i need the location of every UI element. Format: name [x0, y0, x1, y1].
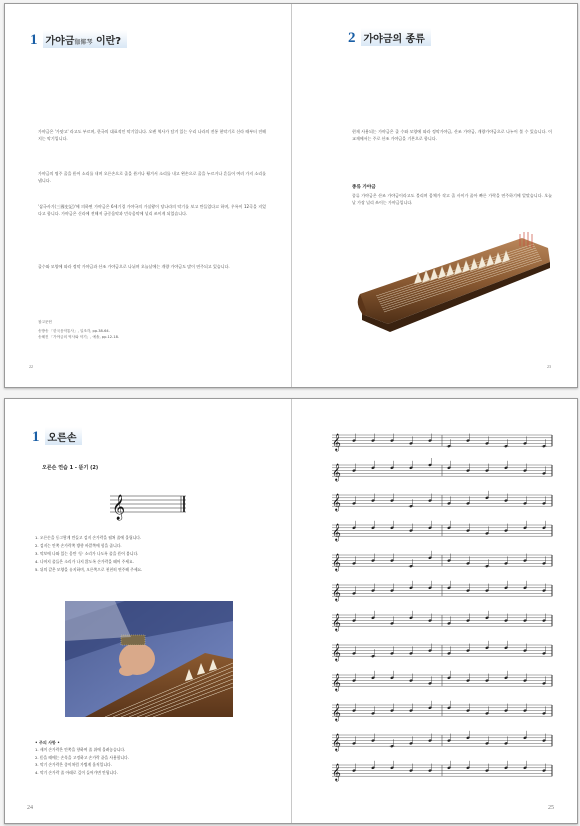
- references-title: 참고문헌: [38, 320, 52, 324]
- step-item: 3. 악보에 나와 있는 음만 '둥' 소리가 나도록 줄을 뜯어 봅니다.: [35, 551, 139, 556]
- treble-clef-icon: 𝄞: [332, 493, 341, 511]
- chapter-number: 1: [32, 429, 40, 445]
- music-staff: [332, 458, 552, 481]
- note-item: 2. 뜯을 때에는 손목을 고정하고 손가락 끝을 사용합니다.: [35, 754, 129, 760]
- page-22: [5, 4, 291, 387]
- music-staff: [332, 671, 552, 691]
- page-24: [5, 399, 291, 823]
- music-staff: [332, 701, 552, 721]
- note-item: 4. 악기 손가락 줄 아래로 깊이 들어가면 안됩니다.: [35, 769, 118, 775]
- music-staff: [332, 433, 552, 451]
- music-staff: [332, 581, 552, 601]
- body-paragraph: 가야금은 '가얏고' 라고도 부르며, 한국의 대표적인 악기입니다. 오랜 역사가 담겨 있는 우리 나라의 전통 현악기로 신라 때부터 전해지는 악기입니다.: [38, 129, 266, 141]
- page-number: 25: [548, 805, 554, 811]
- body-paragraph: 종류 가야금은 산조 가야금이라고도 불리며 몸체가 작고 줄 사이가 좁아 빠른 가락을 연주하기에 알맞습니다. 오늘날 가장 널리 쓰이는 가야금입니다.: [352, 193, 552, 205]
- treble-clef-icon: 𝄞: [332, 553, 341, 571]
- body-paragraph: 가야금의 명주 줄을 뜯어 소리를 내며 오른손으로 줄을 뜯거나 튕겨서 소리를 내고 왼손으로 줄을 누르거나 흔들어 여러 가지 소리를 냅니다.: [38, 171, 266, 183]
- reference-item: 송혜진 「가야금의 역사와 악기」, 예솔, pp.12-18.: [38, 335, 120, 339]
- music-staff: [332, 551, 552, 571]
- notes-box: [35, 739, 283, 776]
- page-number: 24: [27, 805, 33, 811]
- page-number: 23: [547, 364, 551, 369]
- music-staff: [332, 641, 552, 661]
- step-item: 4. 나머지 줄들은 소리가 나지 않도록 손가락을 떼어 주세요.: [35, 559, 134, 564]
- music-score: [332, 429, 554, 789]
- treble-clef-icon: 𝄞: [332, 763, 341, 781]
- body-paragraph: 현재 사용되는 가야금은 줄 수와 모양에 따라 정악가야금, 산조 가야금, 개량가야금으로 나누어 볼 수 있습니다. 이 교재에서는 주로 산조 가야금을 기본으로 합니다.: [352, 129, 552, 141]
- treble-clef-icon: 𝄞: [112, 495, 126, 520]
- page-number: 22: [29, 364, 33, 369]
- music-staff: [332, 731, 552, 751]
- body-paragraph: 줄수와 모양에 따라 정악 가야금과 산조 가야금으로 나뉘며 오늘날에는 개량 가야금도 많이 연주되고 있습니다.: [38, 264, 230, 269]
- steps-list: [35, 534, 275, 574]
- clef-staff: [110, 487, 188, 521]
- bottom-spread: [4, 398, 578, 824]
- music-staff: [332, 761, 552, 781]
- step-item: 2. 검지는 안쪽 손가락쪽 방향 바깥쪽에 힘을 줍니다.: [35, 543, 122, 548]
- step-item: 1. 오른손을 동그랗게 만들고 검지 손가락을 펼쳐 줄에 올립니다.: [35, 535, 142, 540]
- chapter-heading: [32, 427, 82, 446]
- hands-playing-photo: [65, 601, 233, 717]
- page-25: [292, 399, 577, 823]
- note-item: 1. 새끼 손가락은 안쪽을 향하여 줄 위에 올려놓습니다.: [35, 747, 126, 752]
- chapter-heading: [30, 30, 127, 49]
- step-item: 5. 뒤의 같은 모양을 유지하며, 오른쪽으로 천천히 연주해 주세요.: [35, 567, 143, 572]
- chapter-title: 오른손: [45, 427, 83, 445]
- chapter-heading: [348, 28, 431, 47]
- chapter-title: 가야금의 종류: [361, 28, 431, 46]
- treble-clef-icon: 𝄞: [332, 433, 341, 451]
- page-23: [292, 4, 577, 387]
- top-spread: [4, 3, 578, 388]
- treble-clef-icon: 𝄞: [332, 643, 341, 661]
- treble-clef-icon: 𝄞: [332, 523, 341, 541]
- music-staff: [332, 521, 552, 541]
- treble-clef-icon: 𝄞: [332, 733, 341, 751]
- note-item: 3. 악기 손가락은 종이처럼 가볍게 움직입니다.: [35, 762, 112, 767]
- gayageum-photo: [352, 226, 562, 341]
- chapter-number: 2: [348, 30, 356, 46]
- reference-item: 송방송 「한국음악통사」, 일조각, pp.38-64.: [38, 329, 110, 333]
- notes-title: • 주의 사항 •: [35, 740, 60, 745]
- treble-clef-icon: 𝄞: [332, 613, 341, 631]
- chapter-title: 가야금伽倻琴 이란?: [43, 30, 128, 48]
- exercise-title: 오른손 연습 1 - 뜯기 (2): [42, 465, 99, 471]
- music-staff: [332, 611, 552, 631]
- body-paragraph: '삼국사기(三國史記)'에 의하면 가야금은 6세기경 가야국의 가실왕이 당나라의 악기를 보고 만들었다고 하며, 우륵이 12곡을 지었다고 합니다. 가야금은 신라에 전해져 궁중음악과 민속음악에 널리 쓰이게 되었습니다.: [38, 204, 266, 216]
- chapter-title-hanja: 伽倻琴: [74, 39, 93, 46]
- treble-clef-icon: 𝄞: [332, 463, 341, 481]
- music-staff: [332, 491, 552, 511]
- treble-clef-icon: 𝄞: [332, 583, 341, 601]
- treble-clef-icon: 𝄞: [332, 703, 341, 721]
- section-subheading: 종류 가야금: [352, 185, 376, 190]
- chapter-number: 1: [30, 32, 38, 48]
- treble-clef-icon: 𝄞: [332, 673, 341, 691]
